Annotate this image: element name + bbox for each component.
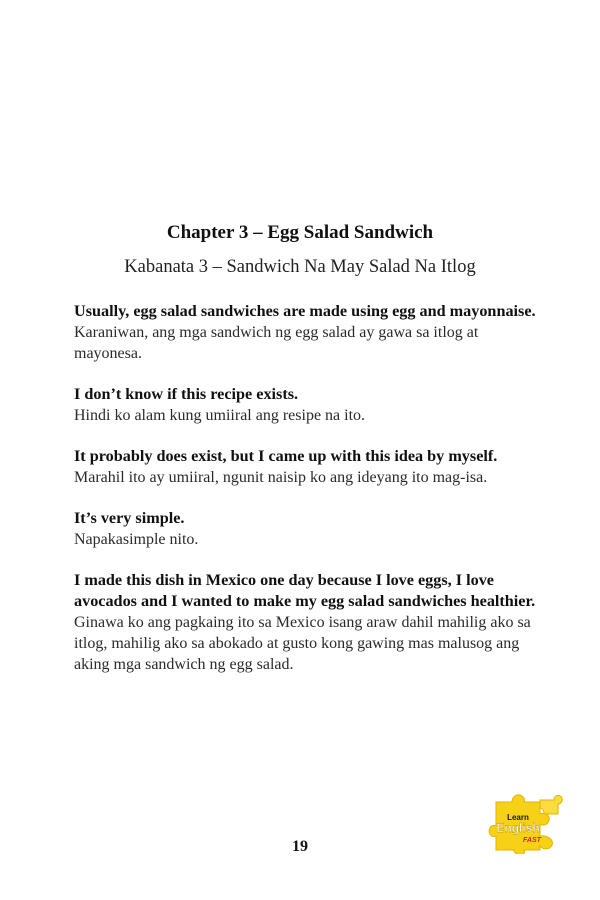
tagalog-translation: Karaniwan, ang mga sandwich ng egg salad ay gawa sa itlog at mayonesa. — [74, 324, 479, 362]
logo-english-text: English — [496, 821, 540, 835]
english-sentence: It probably does exist, but I came up with this idea by myself. — [74, 447, 498, 465]
tagalog-translation: Marahil ito ay umiiral, ngunit naisip ko ang ideyang ito mag-isa. — [74, 469, 488, 486]
chapter-subtitle: Kabanata 3 – Sandwich Na May Salad Na Itlog — [124, 257, 476, 277]
tagalog-translation: Hindi ko alam kung umiiral ang resipe na ito. — [74, 407, 366, 424]
bilingual-text-body — [74, 301, 544, 695]
english-sentence: I made this dish in Mexico one day because I love eggs, I love avocados and I wanted to make my egg salad sandwiches healthier. — [74, 571, 536, 610]
chapter-title: Chapter 3 – Egg Salad Sandwich — [166, 222, 434, 243]
paragraph-pair — [74, 508, 544, 550]
tagalog-translation: Napakasimple nito. — [74, 531, 199, 548]
learn-english-fast-logo-icon — [488, 792, 564, 854]
puzzle-piece-shape — [540, 796, 562, 814]
paragraph-pair — [74, 384, 544, 426]
english-sentence: I don’t know if this recipe exists. — [74, 385, 299, 403]
paragraph-pair — [74, 301, 544, 364]
logo-learn-text: Learn — [507, 813, 529, 822]
english-sentence: It’s very simple. — [74, 509, 185, 527]
paragraph-pair — [74, 570, 544, 675]
page-number: 19 — [292, 838, 308, 855]
logo-fast-text: FAST — [523, 837, 541, 844]
tagalog-translation: Ginawa ko ang pagkaing ito sa Mexico isang araw dahil mahilig ako sa itlog, mahilig ako sa abokado at gusto kong gawing mas malusog ang aking mga sandwich ng egg salad. — [74, 614, 531, 673]
english-sentence: Usually, egg salad sandwiches are made using egg and mayonnaise. — [74, 302, 536, 320]
paragraph-pair — [74, 446, 544, 488]
